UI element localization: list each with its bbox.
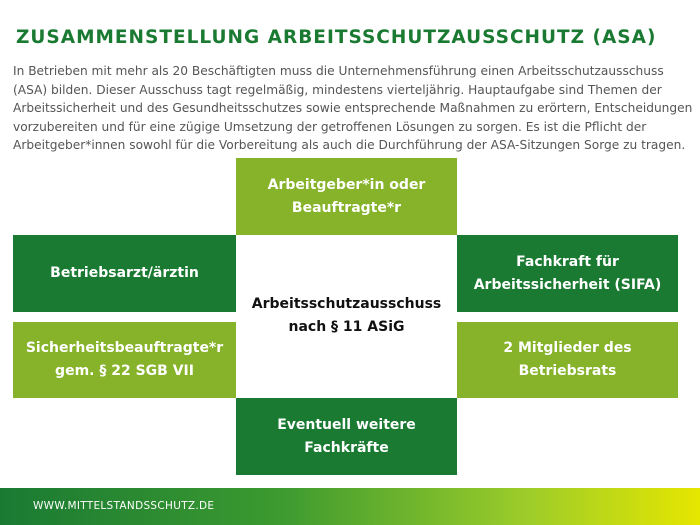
box-sifa	[457, 235, 678, 312]
box-label: Sicherheitsbeauftragte*r	[25, 340, 224, 356]
intro-line: (ASA) bilden. Dieser Ausschuss tagt regelmäßig, mindestens vierteljährig. Hauptaufgabe sind Themen der	[13, 82, 662, 97]
box-label: Betriebsarzt/ärztin	[50, 265, 199, 281]
center-label: Arbeitsschutzausschuss	[251, 296, 442, 312]
intro-paragraph	[13, 62, 693, 155]
box-arbeitsschutzausschuss	[236, 235, 457, 397]
box-label: Betriebsrats	[518, 363, 617, 379]
box-arbeitgeber	[236, 158, 457, 235]
box-label: Fachkraft für	[516, 253, 619, 270]
footer-bar	[0, 488, 700, 525]
box-label: Beauftragte*r	[291, 199, 402, 216]
box-label: 2 Mitglieder des	[503, 340, 632, 356]
center-label: nach § 11 ASiG	[288, 319, 405, 335]
box-label: Fachkräfte	[304, 439, 389, 456]
intro-line: Arbeitgeber*innen sowohl für die Vorbereitung als auch die Durchführung der ASA-Sitzungen Sorge zu tragen.	[13, 138, 686, 153]
box-label: Arbeitgeber*in oder	[267, 176, 426, 193]
box-weitere-fachkraefte	[236, 398, 457, 475]
footer-url: WWW.MITTELSTANDSSCHUTZ.DE	[33, 500, 215, 512]
box-betriebsrat	[457, 322, 678, 398]
box-betriebsarzt	[13, 235, 236, 312]
intro-line: Arbeitssicherheit und des Gesundheitsschutzes sowie entsprechende Maßnahmen zu erörtern, Entscheidungen	[13, 101, 693, 116]
box-label: gem. § 22 SGB VII	[55, 363, 194, 379]
box-label: Arbeitssicherheit (SIFA)	[473, 276, 662, 293]
box-sicherheitsbeauftragte	[13, 322, 236, 398]
intro-line: In Betrieben mit mehr als 20 Beschäftigten muss die Unternehmensführung einen Arbeitsschutzausschuss	[13, 64, 664, 78]
box-label: Eventuell weitere	[277, 416, 416, 433]
page-title: ZUSAMMENSTELLUNG ARBEITSSCHUTZAUSSCHUTZ (ASA)	[16, 27, 657, 48]
intro-line: vorzubereiten und für eine zügige Umsetzung der getroffenen Lösungen zu sorgen. Es ist die Pflicht der	[13, 119, 647, 134]
